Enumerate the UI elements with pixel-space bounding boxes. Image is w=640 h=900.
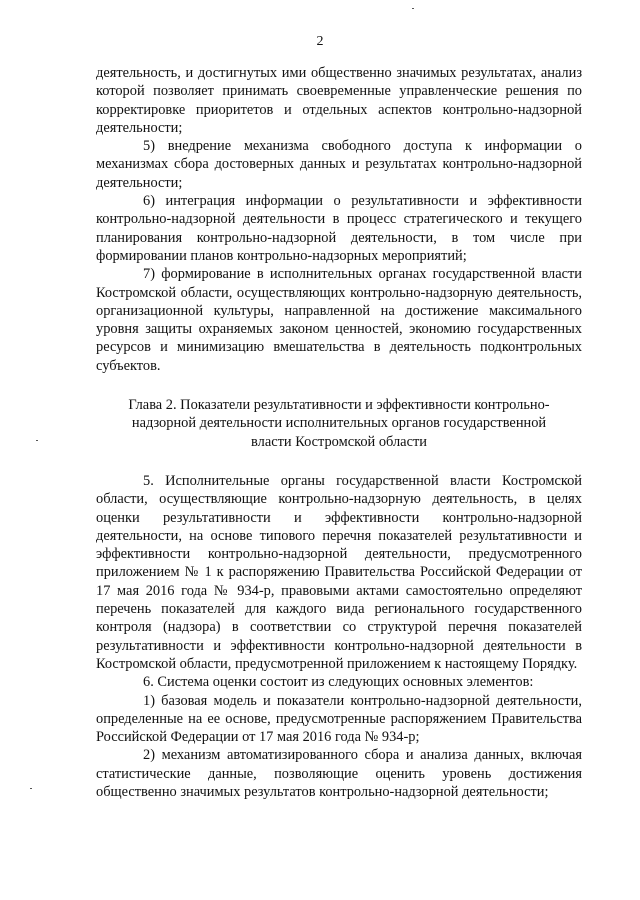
list-item-5: 5) внедрение механизма свободного доступа к информации о механизмах сбора достоверных данных и результатах контрольно-надзорной деятельности;: [96, 138, 582, 191]
list-item-7: 7) формирование в исполнительных органах государственной власти Костромской области, осуществляющих контрольно-надзорную деятельность, организационной культуры, направленной на достижение максимального уровня защиты охраняемых законом ценностей, экономию государственных ресурсов и минимизацию вмешательства в деятельность подконтрольных субъектов.: [96, 266, 582, 374]
scan-speck: [30, 788, 32, 789]
chapter-heading: Глава 2. Показатели результативности и эффективности контрольно-надзорной деятельности исполнительных органов государственной власти Костромской области: [128, 397, 550, 450]
document-body: [96, 64, 582, 801]
scan-speck: [36, 440, 38, 441]
list-item-6: 6) интеграция информации о результативности и эффективности контрольно-надзорной деятельности в процесс стратегического и текущего планирования контрольно-надзорной деятельности, в том числе при формировании планов контрольно-надзорных мероприятий;: [96, 193, 582, 264]
paragraph-continuation: деятельность, и достигнутых ими общественно значимых результатах, анализ которой позволяет принимать своевременные управленческие решения по корректировке приоритетов и отдельных аспектов контрольно-надзорной деятельности;: [96, 65, 582, 136]
clause-5: 5. Исполнительные органы государственной власти Костромской области, осуществляющие контрольно-надзорную деятельность, в целях оценки результативности и эффективности контрольно-надзорной деятельности, на основе типового перечня показателей результативности и эффективности контрольно-надзорной деятельности, предусмотренного приложением № 1 к распоряжению Правительства Российской Федерации от 17 мая 2016 года № 934-р, правовыми актами самостоятельно определяют перечень показателей для каждого вида регионального государственного контроля (надзора) в соответствии со структурой перечня показателей результативности и эффективности контрольно-надзорной деятельности в Костромской области, предусмотренной приложением к настоящему Порядку.: [96, 472, 582, 672]
scan-speck: [412, 8, 414, 9]
clause-6-item-2: 2) механизм автоматизированного сбора и анализа данных, включая статистические данные, позволяющие оценить уровень достижения общественно значимых результатов контрольно-надзорной деятельности;: [96, 747, 582, 800]
clause-6: 6. Система оценки состоит из следующих основных элементов:: [143, 674, 534, 691]
page-number: 2: [316, 34, 324, 49]
clause-6-item-1: 1) базовая модель и показатели контрольно-надзорной деятельности, определенные на ее основе, предусмотренные распоряжением Правительства Российской Федерации от 17 мая 2016 года № 934-р;: [96, 692, 582, 746]
